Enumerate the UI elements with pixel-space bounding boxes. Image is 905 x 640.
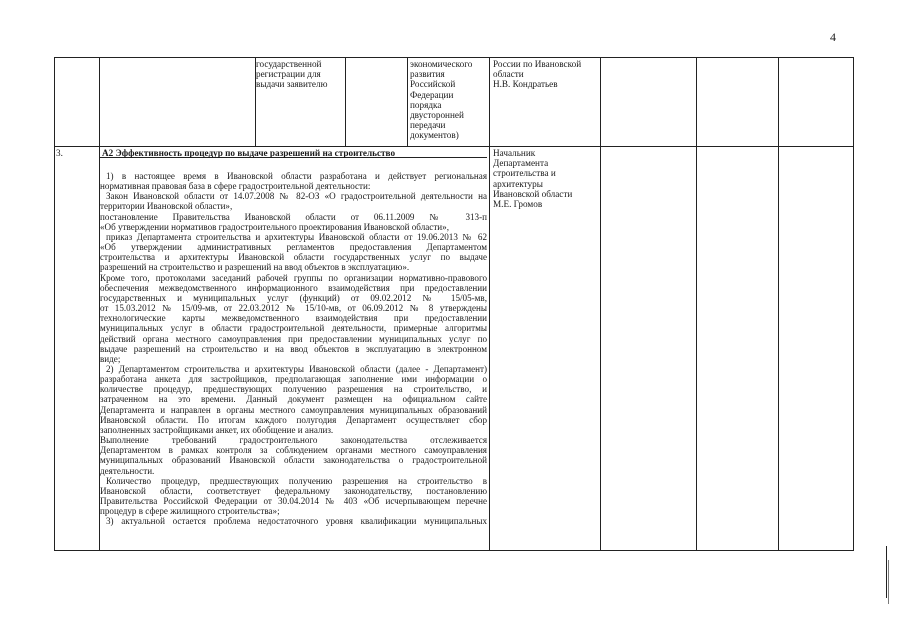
measures-table xyxy=(54,57,854,551)
text-line: Правительства Российской Федерации от 30.04.2014 № 403 «Об исчерпывающем перечне xyxy=(100,496,487,506)
column-divider xyxy=(600,57,601,551)
text-line: 2) Департаментом строительства и архитектуры Ивановской области (далее - Департамент) xyxy=(106,363,487,374)
text-line: Ивановской области. По итогам каждого полугодия Департамент осуществляет сбор xyxy=(100,414,487,425)
scan-edge-mark xyxy=(888,560,889,604)
responsible-person-cell: Начальник Департамента строительства и архитектуры Ивановской области М.Е. Громов xyxy=(493,148,573,210)
text-line: Ивановской области, соответствует федеральному законодательству, постановлению xyxy=(100,485,487,496)
text-line: виде; xyxy=(100,353,121,364)
text-line: Кроме того, протоколами заседаний рабочей группы по организации нормативно-правового xyxy=(100,272,487,283)
table-top-border xyxy=(54,57,854,58)
row-divider xyxy=(54,146,854,147)
text-line: муниципальных услуг в области градостроительной деятельности, примерные алгоритмы xyxy=(100,323,487,334)
text-line: от 15.03.2012 № 15/09-мв, от 22.03.2012 № 15/10-мв, от 06.09.2012 № 8 утверждены xyxy=(100,303,487,314)
text-line: государственных и муниципальных услуг (функций) от 09.02.2012 № 15/05-мв, xyxy=(100,292,487,303)
registration-cell: государственной регистрации для выдачи заявителю xyxy=(256,59,328,90)
text-line: процедур в сфере жилищного строительства»; xyxy=(100,506,280,517)
row-number: 3. xyxy=(56,148,63,158)
text-line: 3) актуальной остается проблема недостаточного уровня квалификации муниципальных xyxy=(106,516,487,527)
text-line: количестве процедур, предшествующих получению разрешения на строительство, и xyxy=(100,384,487,395)
text-line: Количество процедур, предшествующих получению разрешения на строительство в xyxy=(106,475,487,486)
measure-description xyxy=(100,171,487,526)
text-line: обеспечения межведомственного информационного взаимодействия при предоставлении xyxy=(100,282,487,293)
section-title: А2 Эффективность процедур по выдаче разрешений на строительство xyxy=(102,148,396,158)
responsible-official-cell: России по Ивановской области Н.В. Кондратьев xyxy=(493,59,582,90)
text-line: выдаче разрешений на строительство и на ввод объектов в эксплуатацию в электронном xyxy=(100,343,487,354)
text-line: приказ Департамента строительства и архитектуры Ивановской области от 19.06.2013 № 62 xyxy=(106,231,487,242)
text-line: Департамента и направлен в органы местного самоуправления муниципальных образований xyxy=(100,404,487,415)
text-line: 1) в настоящее время в Ивановской области разработана и действует региональная xyxy=(106,171,487,181)
text-line: технологические карты межведомственного взаимодействия при предоставлении xyxy=(100,313,487,324)
table-left-border xyxy=(54,57,55,551)
scan-edge-mark xyxy=(886,546,887,598)
text-line: заполненных застройщиками анкет, их обобщение и анализ. xyxy=(100,424,334,435)
column-divider xyxy=(696,57,697,551)
text-line: строительства и архитектуры Ивановской области государственных услуг по выдаче xyxy=(100,252,487,263)
text-line: «Об утверждении административных регламентов предоставления Департаментом xyxy=(100,242,487,253)
text-line: разработана анкета для застройщиков, предполагающая заполнение ими информации о xyxy=(100,374,487,385)
text-line: затраченном на это времени. Данный документ размещен на официальном сайте xyxy=(100,394,487,405)
text-line: «Об утверждении нормативов градостроительного проектирования Ивановской области», xyxy=(100,221,449,232)
table-right-border xyxy=(853,57,854,551)
column-divider xyxy=(345,57,346,146)
text-line: Департаментом в рамках контроля за соблюдением органами местного самоуправления xyxy=(100,445,487,456)
text-line: разрешений на строительство и разрешений на ввод объектов в эксплуатацию». xyxy=(100,262,410,273)
text-line: Выполнение требований градостроительного законодательства отслеживается xyxy=(100,435,487,446)
text-line: Закон Ивановской области от 14.07.2008 № 82-ОЗ «О градостроительной деятельности на xyxy=(106,191,487,202)
column-divider xyxy=(778,57,779,551)
column-divider xyxy=(407,57,408,146)
text-line: территории Ивановской области», xyxy=(100,201,233,212)
text-line: нормативная правовая база в сфере градостроительной деятельности: xyxy=(100,181,371,192)
text-line: деятельности. xyxy=(100,465,155,476)
text-line: муниципальных образований Ивановской области законодательства о градостроительной xyxy=(100,455,487,466)
column-divider xyxy=(489,57,490,551)
text-line: действий органа местного самоуправления при предоставлении муниципальных услуг по xyxy=(100,333,487,344)
page-number: 4 xyxy=(830,30,836,44)
ministry-cell: экономического развития Российской Федерации порядка двусторонней передачи документов) xyxy=(410,59,473,141)
text-line: постановление Правительства Ивановской области от 06.11.2009 № 313-п xyxy=(100,211,487,222)
table-bottom-border xyxy=(54,550,854,551)
